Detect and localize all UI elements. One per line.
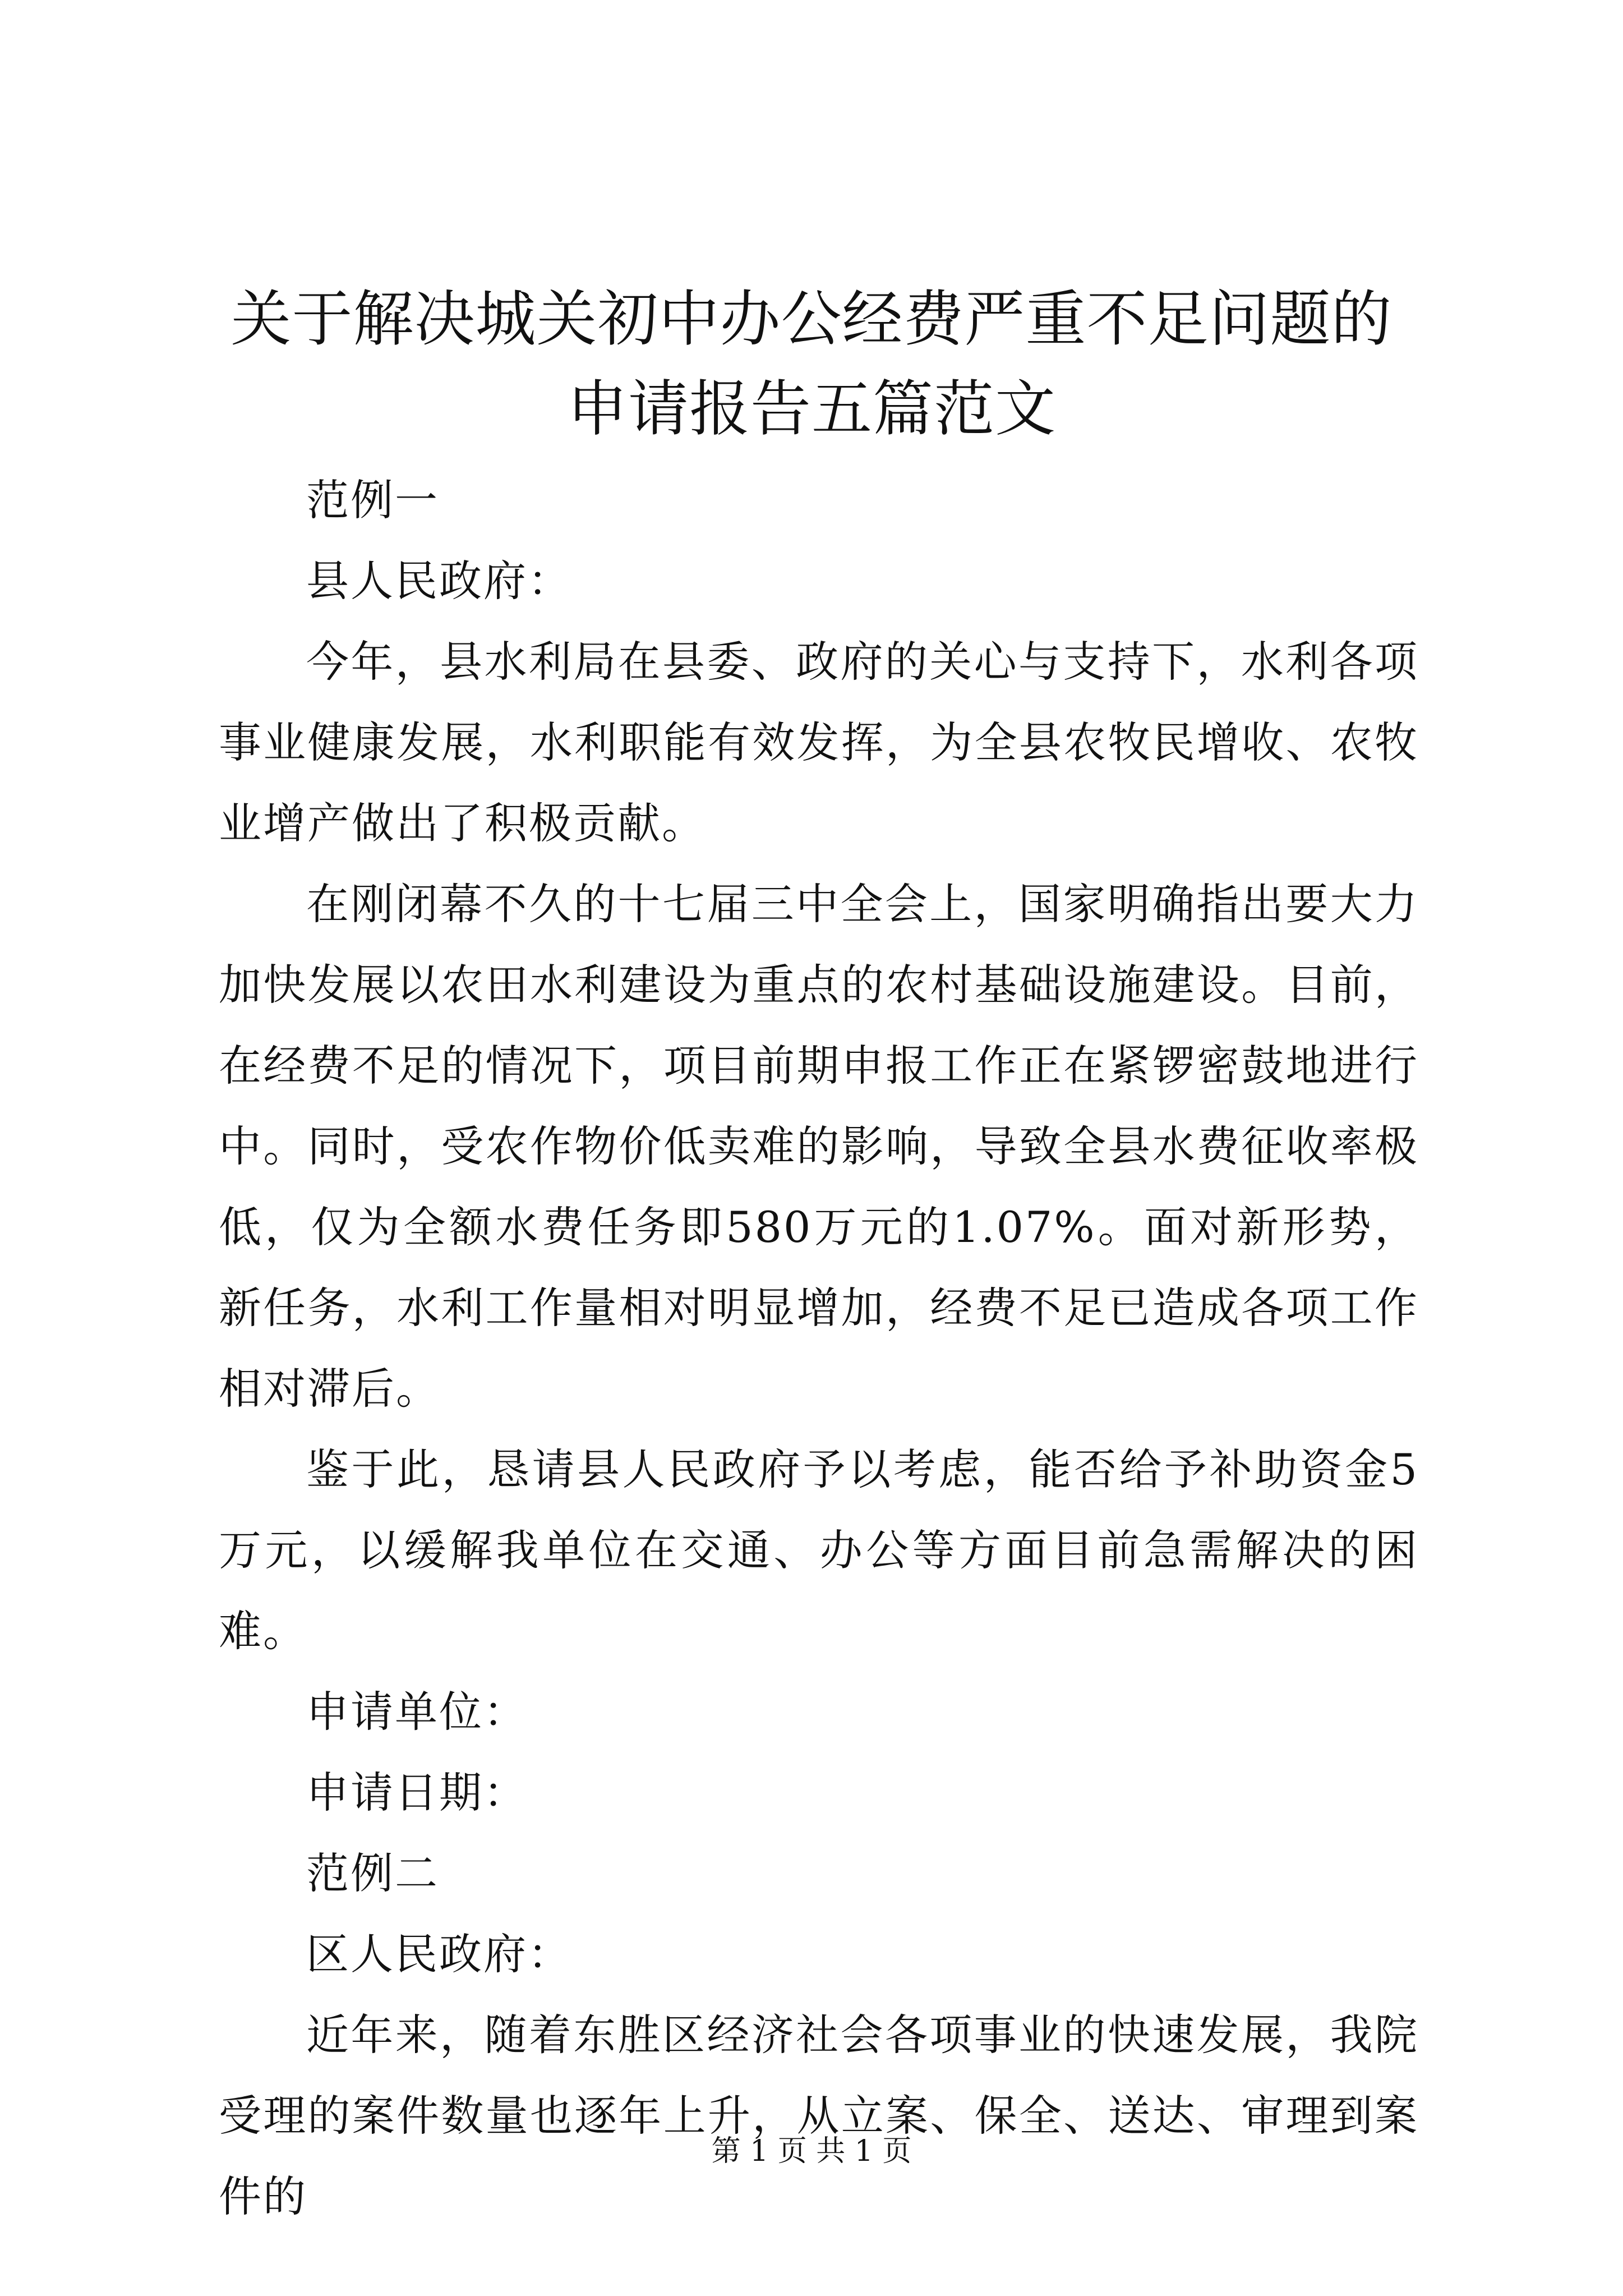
page-footer: 第 1 页 共 1 页 <box>711 2134 912 2168</box>
paragraph-salutation-county: 县人民政府： <box>306 556 572 606</box>
paragraph-recent-years: 近年来，随着东胜区经济社会各项事业的快速发展，我院受理的案件数量也逐年上升，从立案、保全、送达、审理到案件的 <box>219 2010 1419 2221</box>
paragraph-applicant-unit: 申请单位： <box>306 1687 528 1737</box>
document-title: 关于解决城关初中办公经费严重不足问题的申请报告五篇范文 <box>230 284 1393 444</box>
paragraph-application-date: 申请日期： <box>306 1768 528 1818</box>
paragraph-example-two-heading: 范例二 <box>306 1848 439 1898</box>
paragraph-example-one-heading: 范例一 <box>306 475 439 525</box>
paragraph-request: 鉴于此，恳请县人民政府予以考虑，能否给予补助资金5万元，以缓解我单位在交通、办公等方面目前急需解决的困难。 <box>219 1444 1419 1656</box>
paragraph-salutation-district: 区人民政府： <box>306 1929 572 1979</box>
document-body <box>219 460 1419 2237</box>
paragraph-situation: 在刚闭幕不久的十七届三中全会上，国家明确指出要大力加快发展以农田水利建设为重点的农村基础设施建设。目前，在经费不足的情况下，项目前期申报工作正在紧锣密鼓地进行中。同时，受农作物价低卖难的影响，导致全县水费征收率极低，仅为全额水费任务即580万元的1.07%。面对新形势，新任务，水利工作量相对明显增加，经费不足已造成各项工作相对滞后。 <box>219 879 1419 1414</box>
paragraph-intro: 今年，县水利局在县委、政府的关心与支持下，水利各项事业健康发展，水利职能有效发挥，为全县农牧民增收、农牧业增产做出了积极贡献。 <box>219 637 1419 848</box>
